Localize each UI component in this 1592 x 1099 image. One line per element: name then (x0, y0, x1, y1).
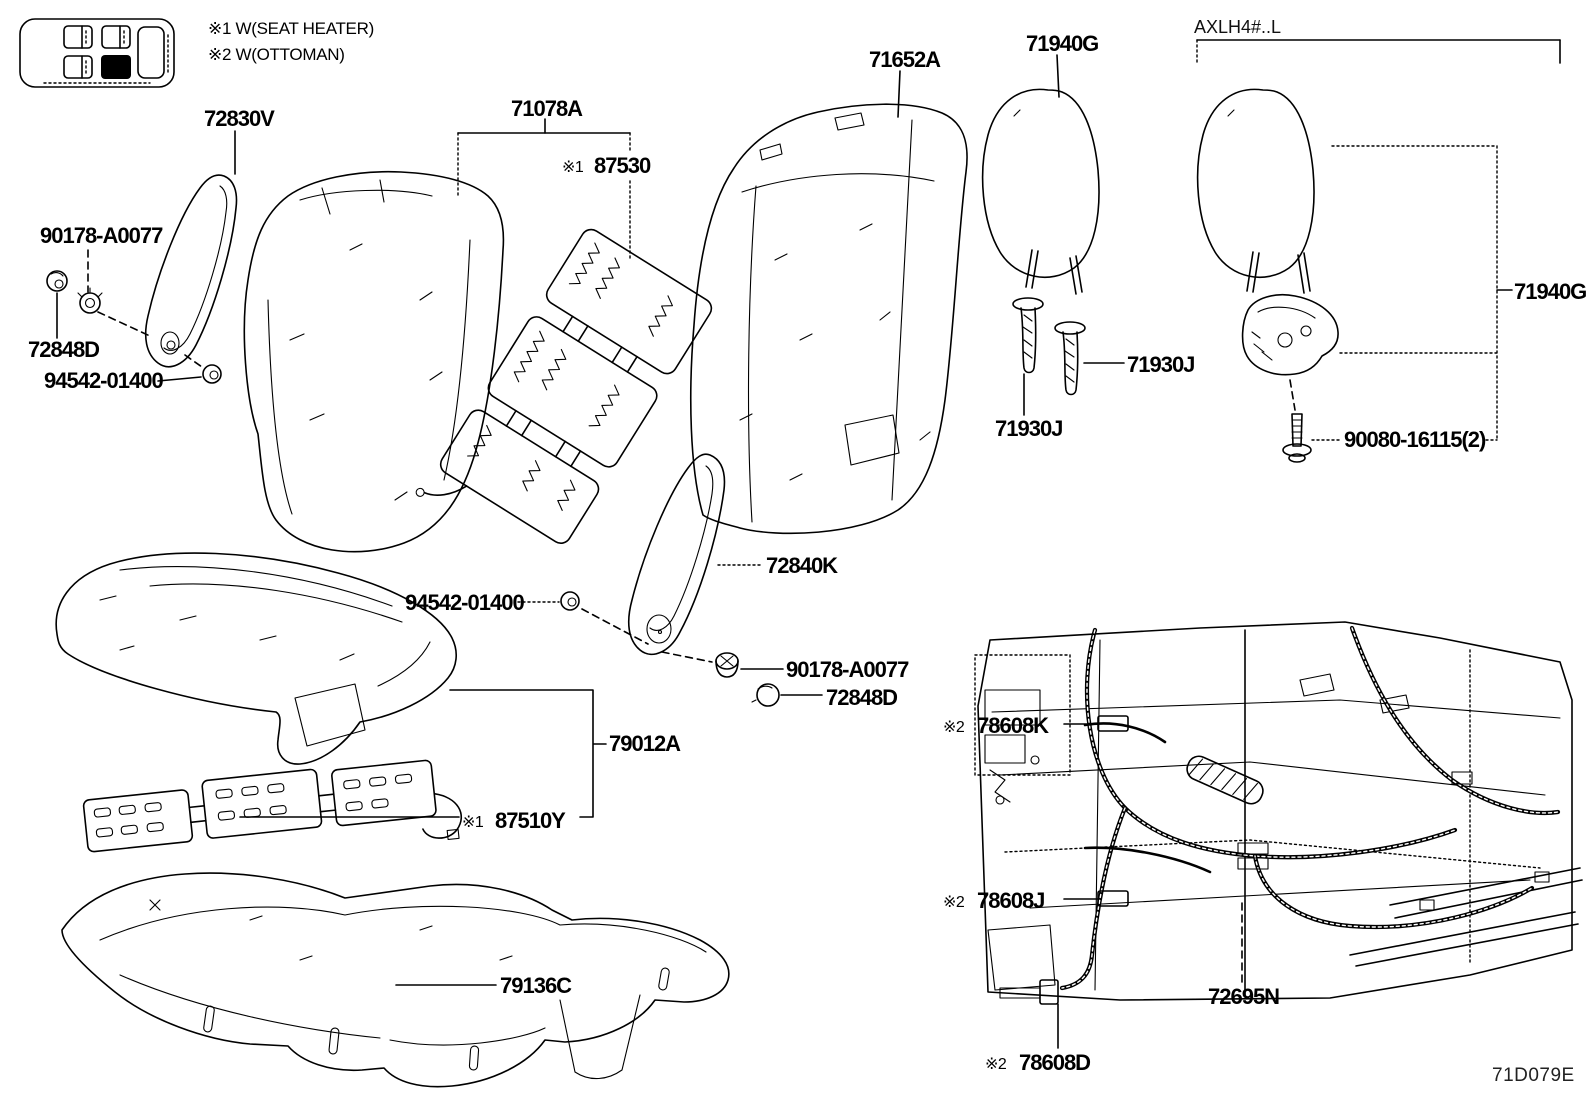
callout-71940G-left: 71940G (1026, 31, 1099, 56)
clip-left-drawing (47, 271, 67, 291)
callout-72848D-left: 72848D (28, 337, 100, 362)
callout-87510Y: 87510Y (495, 808, 565, 833)
dash-armrest-to-nut-right (662, 652, 712, 662)
back-assy-drawing (691, 104, 967, 533)
variant-bracket (1197, 40, 1560, 63)
callout-79136C: 79136C (500, 973, 572, 998)
callout-71930J-bottom: 71930J (995, 416, 1063, 441)
callout-72695N: 72695N (1208, 984, 1280, 1009)
callout-78608D: 78608D (1019, 1050, 1091, 1075)
callout-72830V: 72830V (204, 106, 274, 131)
back-cover-drawing (244, 172, 503, 552)
callout-71940G-right: 71940G (1514, 279, 1587, 304)
callout-94542-01400-mid: 94542-01400 (405, 590, 524, 615)
callout-87530-prefix: ※1 (562, 159, 584, 176)
dash-armrest-to-grommet-left (185, 355, 202, 367)
screw-drawing (1283, 414, 1311, 462)
clip-right-drawing (752, 684, 779, 706)
callout-90080-16115: 90080-16115(2) (1344, 427, 1486, 452)
callout-90178-A0077-right: 90178-A0077 (786, 657, 909, 682)
callout-71930J-right: 71930J (1127, 352, 1195, 377)
callout-87510Y-prefix: ※1 (462, 814, 484, 831)
headrest-left-drawing (983, 89, 1099, 294)
grommet-mid-drawing (561, 592, 579, 610)
ottoman-motor-drawing (1184, 753, 1267, 807)
leader-grommet-left (158, 377, 201, 381)
variant-code: AXLH4#..L (1194, 17, 1282, 37)
seat-icon-second-right-selected (101, 55, 131, 79)
callout-90178-A0077-left: 90178-A0077 (40, 223, 163, 248)
cushion-cover-drawing (56, 553, 456, 764)
callout-72848D-right: 72848D (826, 685, 898, 710)
callout-87530: 87530 (594, 153, 651, 178)
seat-icon-second-left (64, 56, 92, 78)
callout-94542-01400-left: 94542-01400 (44, 368, 163, 393)
seat-position-icon (20, 19, 174, 87)
callout-71652A: 71652A (869, 47, 941, 72)
callout-71078A: 71078A (511, 96, 583, 121)
cushion-heater-drawing (82, 754, 463, 877)
callout-79012A: 79012A (609, 731, 681, 756)
note-ottoman: ※2 W(OTTOMAN) (208, 45, 345, 64)
seat-icon-third-row (138, 27, 164, 78)
nut-right-drawing (716, 653, 738, 677)
nut-left-drawing (78, 288, 102, 313)
note-seat-heater: ※1 W(SEAT HEATER) (208, 19, 374, 38)
armrest-right-drawing (629, 454, 725, 654)
headrest-support-left-drawing (1013, 298, 1043, 373)
dash-nut-to-armrest (98, 312, 150, 336)
armrest-left-drawing (146, 175, 237, 367)
headrest-guide-drawing (1243, 295, 1339, 375)
diagram-code: 71D079E (1492, 1065, 1575, 1086)
seat-frame-drawing (975, 622, 1582, 1000)
dash-grommet-to-armrest (582, 609, 648, 644)
callout-78608J: 78608J (977, 888, 1045, 913)
cushion-pad-drawing (62, 873, 729, 1087)
back-heater-drawing (415, 223, 715, 576)
dash-guide-to-screw (1290, 380, 1295, 410)
grommet-left-drawing (203, 365, 221, 383)
seat-icon-front-left (64, 26, 92, 48)
callout-78608K: 78608K (977, 713, 1049, 738)
callout-78608K-prefix: ※2 (943, 719, 965, 736)
headrest-support-right-drawing (1055, 322, 1085, 395)
headrest-right-drawing (1198, 89, 1314, 293)
callout-72840K: 72840K (766, 553, 838, 578)
bracket-71940G-right (1332, 146, 1512, 440)
bracket-71078A (458, 119, 630, 258)
bracket-79012A (450, 690, 606, 817)
callout-78608D-prefix: ※2 (985, 1056, 1007, 1073)
seat-icon-front-right (102, 26, 130, 48)
callout-78608J-prefix: ※2 (943, 894, 965, 911)
leader-71652A (898, 71, 900, 117)
